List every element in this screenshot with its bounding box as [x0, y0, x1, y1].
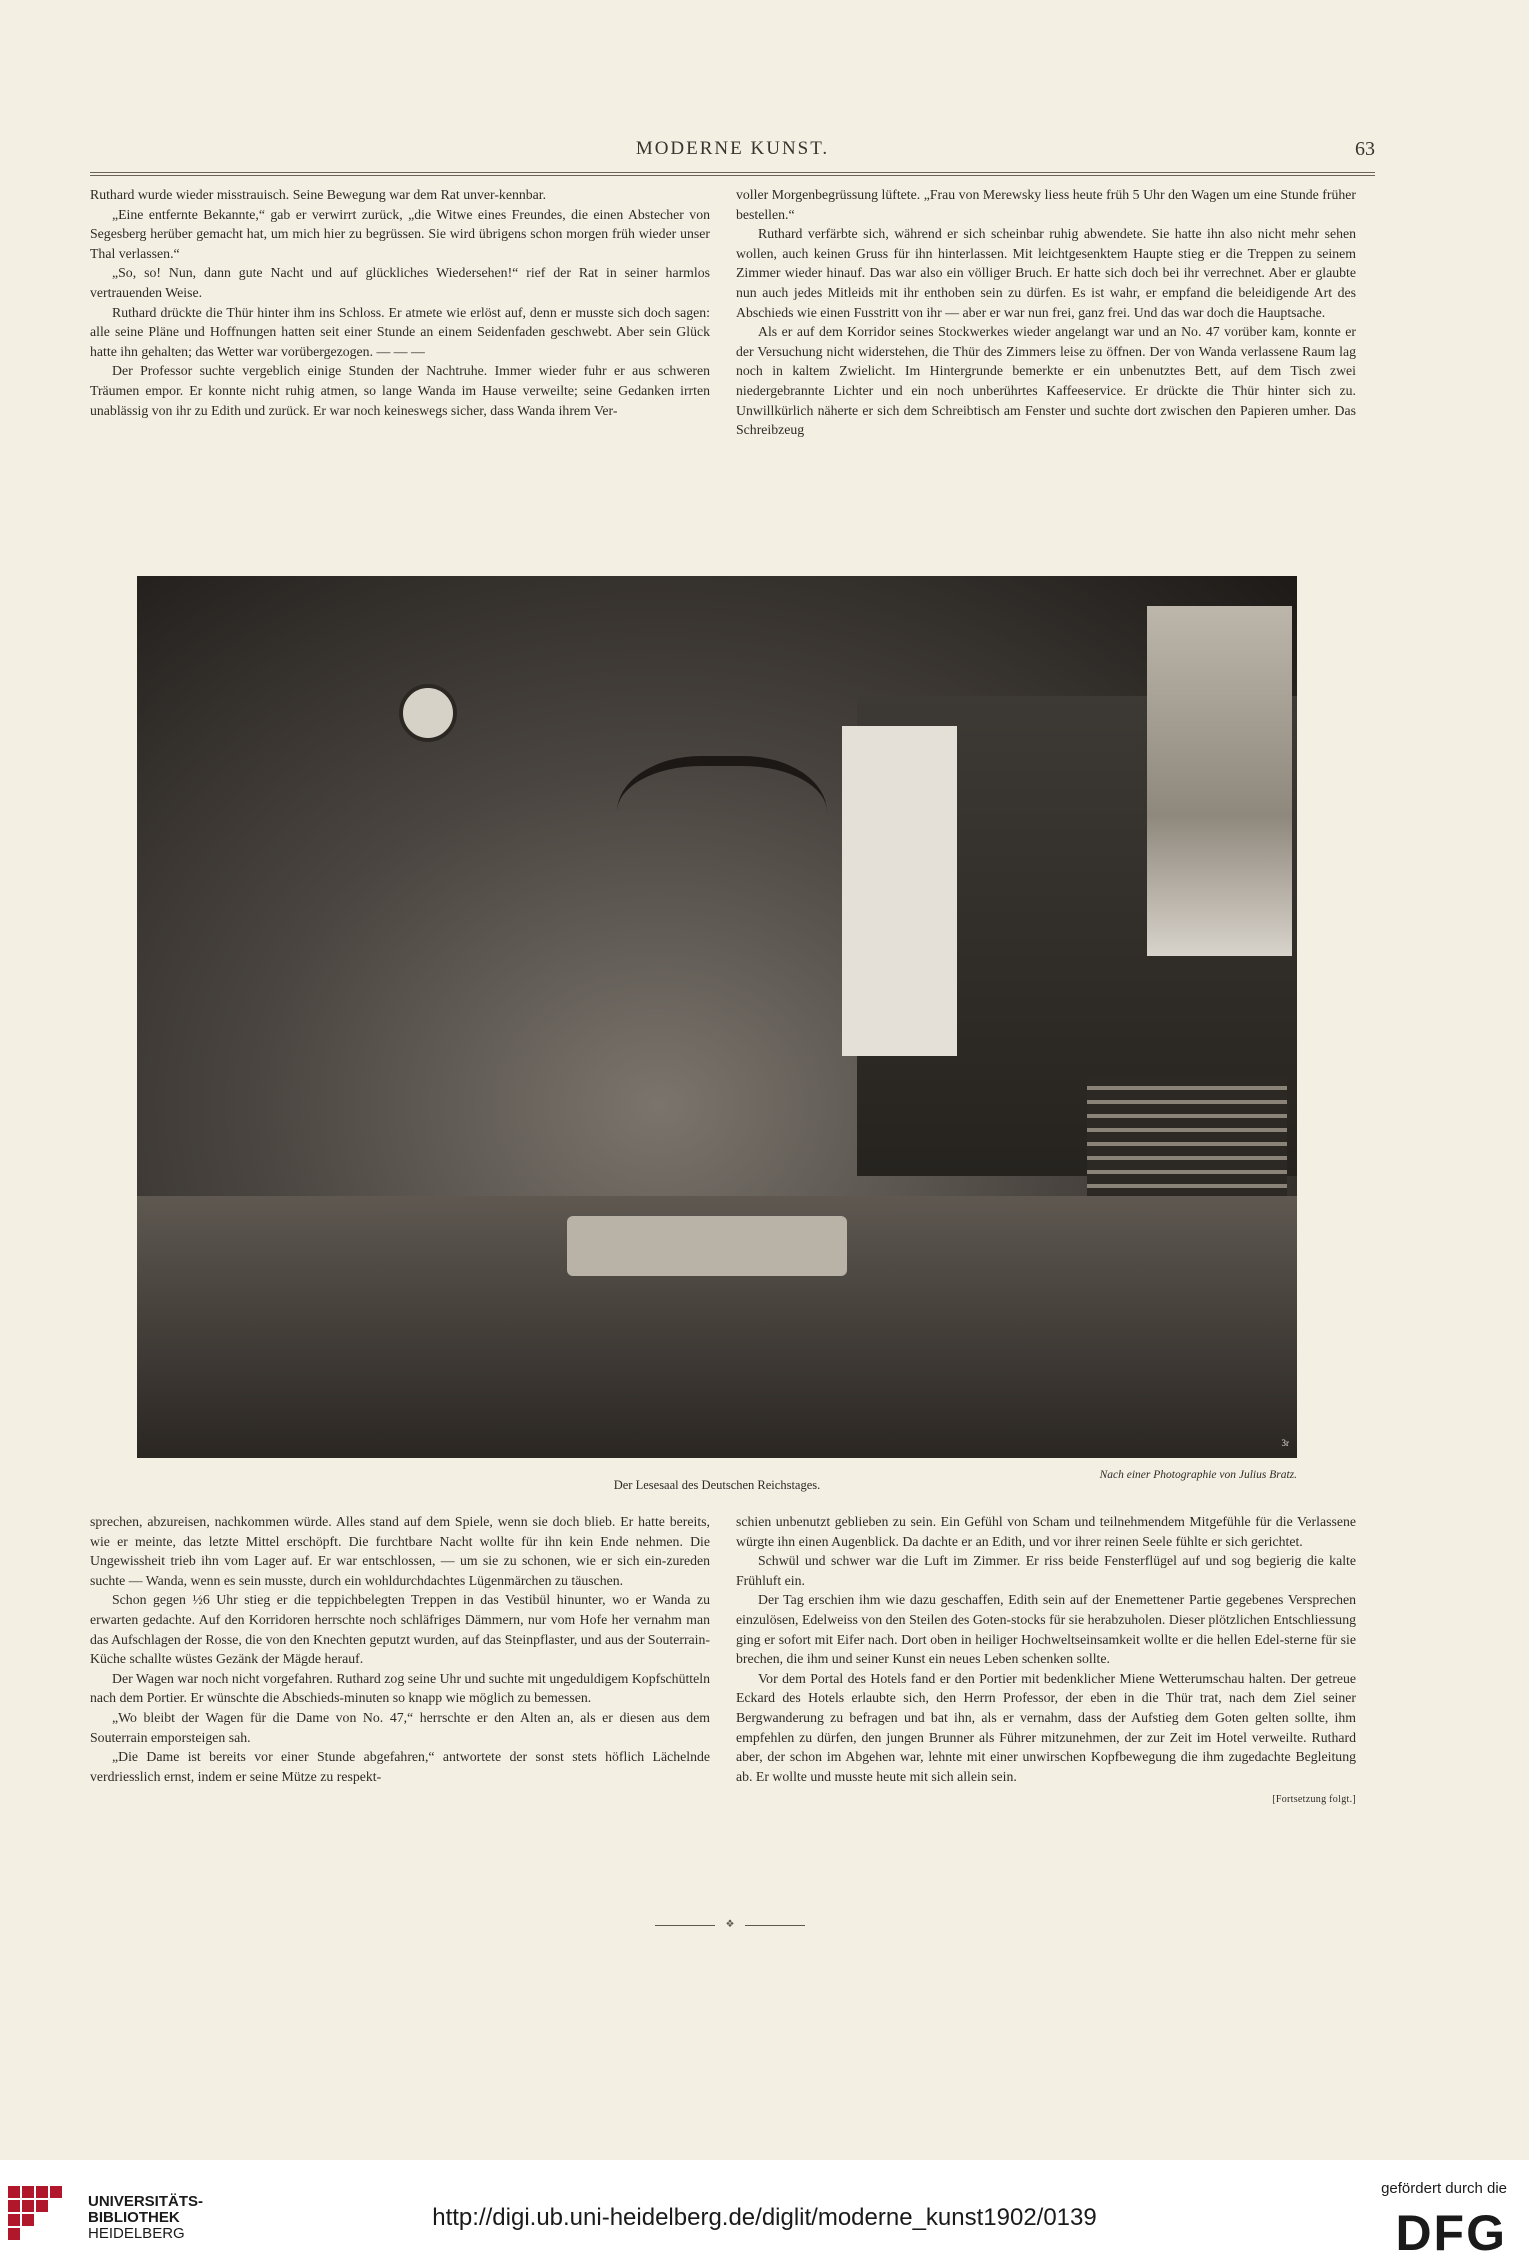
paragraph: „Wo bleibt der Wagen für die Dame von No. 47,“ herrschte er den Alten an, als er diesen aus dem Souterrain emporsteigen sah.: [90, 1709, 710, 1745]
photo-credit: Nach einer Photographie von Julius Bratz.: [1099, 1469, 1297, 1481]
paragraph: „Die Dame ist bereits vor einer Stunde abgefahren,“ antwortete der sonst stets höflich Lächelnde verdriesslich ernst, indem er seine Mütze zu respekt-: [90, 1749, 710, 1784]
library-line-1: UNIVERSITÄTS-: [88, 2193, 204, 2210]
sponsor-text: gefördert durch die: [1381, 2180, 1507, 2197]
permalink-url[interactable]: http://digi.ub.uni-heidelberg.de/diglit/moderne_kunst1902/0139: [432, 2204, 1097, 2231]
left-column-top: [90, 185, 710, 420]
paragraph: Ruthard drückte die Thür hinter ihm ins Schloss. Er atmete wie erlöst auf, denn er musste sich doch sagen: alle seine Pläne und Hoffnungen hatten seit einer Stunde an einem Seidenfaden geschwebt. Aber sein Glück hatte ihn gehalten; das Wetter war vorübergezogen. — — —: [90, 304, 710, 359]
end-ornament: [655, 1920, 805, 1930]
paragraph: Ruthard verfärbte sich, während er sich scheinbar ruhig abwendete. Sie hatte ihn also nicht mehr sehen wollen, auch keinen Gruss für ihn hinterlassen. Mit leichtgesenktem Haupte stieg er die Treppen zu seinem Zimmer wieder hinauf. Das war also ein völliger Bruch. Er hatte sich doch bei ihr verrechnet. Aber er glaubte nun auch jedes Mitleids mit ihr enthoben sein zu dürfen. Es ist wahr, er empfand die beleidigende Art des Abschieds wie einen Fusstritt von ihr — aber er war nun frei, ganz frei. Und das war doch die Hauptsache.: [736, 226, 1356, 320]
ornament-line-left: [655, 1925, 715, 1926]
figure-caption: Der Lesesaal des Deutschen Reichstages.: [613, 1478, 821, 1492]
right-column-bottom: [736, 1512, 1356, 1810]
photo-reading-table: [567, 1216, 847, 1276]
paragraph: voller Morgenbegrüssung lüftete. „Frau von Merewsky liess heute früh 5 Uhr den Wagen um eine Stunde früher bestellen.“: [736, 187, 1356, 222]
paragraph: Als er auf dem Korridor seines Stockwerkes wieder angelangt war und an No. 47 vorüber kam, konnte er der Versuchung nicht widerstehen, die Thür des Zimmers leise zu öffnen. Der von Wanda verlassene Raum lag noch in kaltem Zwielicht. Im Hintergrunde bemerkte er ein unbenutztes Bett, auf dem Tisch zwei niedergebrannte Lichter und ein noch unberührtes Kaffeeservice. Er drückte die Thür hinter sich zu. Unwillkürlich näherte er sich dem Schreibtisch am Fenster und suchte dort zwischen den Papieren umher. Das Schreibzeug: [736, 324, 1356, 438]
header-rule: [90, 172, 1375, 176]
photo-mark: 3r: [1281, 1438, 1289, 1448]
paragraph: „Eine entfernte Bekannte,“ gab er verwirrt zurück, „die Witwe eines Freundes, die einen Abstecher von Segesberg herüber gemacht hat, um mich hier zu begrüssen. Sie wird übrigens schon morgen früh wieder unser Thal verlassen.“: [90, 206, 710, 261]
paragraph: Vor dem Portal des Hotels fand er den Portier mit bedenklicher Miene Wetterumschau halten. Der getreue Eckard des Hotels erlaubte sich, den Herrn Professor, der eben in die Thür trat, nach dem Ziel seiner Bergwanderung zu befragen und bat ihn, als er vernahm, dass der Aufstieg dem Goten gelten sollte, ihm empfehlen zu dürfen, den jungen Brunner als Führer mitzunehmen, der zur Zeit im Hotel verweilte. Ruthard aber, der schon im Abgehen war, lehnte mit einer unwirschen Kopfbewegung die ihm zugedachte Begleitung ab. Er wollte und musste heute mit sich allein sein.: [736, 1670, 1356, 1784]
right-column-top: [736, 185, 1356, 440]
paragraph: Der Professor suchte vergeblich einige Stunden der Nachtruhe. Immer wieder fuhr er aus schweren Träumen empor. Er konnte nicht ruhig atmen, so lange Wanda im Hause verweilte; seine Gedanken irrten unablässig von ihr zu Edith und zurück. Er war noch keineswegs sicher, dass Wanda ihrem Ver-: [90, 363, 710, 418]
paragraph: Der Wagen war noch nicht vorgefahren. Ruthard zog seine Uhr und suchte mit ungeduldigem Kopfschütteln nach dem Portier. Er wünschte die Abschieds-minuten so knapp wie möglich zu bemessen.: [90, 1670, 710, 1706]
journal-title: MODERNE KUNST.: [635, 138, 830, 159]
reading-room-photograph: [137, 576, 1297, 1458]
left-column-bottom: [90, 1512, 710, 1786]
page-number: 63: [1355, 138, 1375, 160]
photo-painting: [1147, 606, 1292, 956]
paragraph: Schwül und schwer war die Luft im Zimmer. Er riss beide Fensterflügel auf und sog begierig die kalte Frühluft ein.: [736, 1553, 1356, 1588]
library-line-2: BIBLIOTHEK: [88, 2209, 180, 2226]
dfg-logo: DFG: [1395, 2205, 1507, 2261]
paragraph: Der Tag erschien ihm wie dazu geschaffen, Edith sein auf der Enemettener Partie gegebenes Versprechen einzulösen, Edelweiss von den Steilen des Goten-stocks für sie herabzuholen. Dieser plötzlichen Entschliessung ging er sofort mit Eifer nach. Dort oben in heiliger Hochweltseinsamkeit wollte er die hellen Edel-sterne für sie brechen, die ihm und seiner Kunst ein neues Leben schenken sollte.: [736, 1592, 1356, 1667]
ornament-center: ❖: [725, 1919, 735, 1930]
library-line-3: HEIDELBERG: [88, 2225, 185, 2242]
continued-note: [Fortsetzung folgt.]: [1272, 1794, 1356, 1806]
photo-chandelier: [617, 756, 827, 896]
paragraph: sprechen, abzureisen, nachkommen würde. Alles stand auf dem Spiele, wenn sie doch blieb. Er hatte bereits, wie er meinte, das letzte Mittel erschöpft. Die furchtbare Nacht wollte für ihn kein Ende nehmen. Die Ungewissheit trieb ihn vom Lager auf. Er war entschlossen, — um sie zu schonen, wie er sich ein-zureden suchte — Wanda, wenn es sein musste, durch ein wohldurchdachtes Lügenmärchen zu täuschen.: [90, 1514, 710, 1588]
paragraph: Ruthard wurde wieder misstrauisch. Seine Bewegung war dem Rat unver-kennbar.: [90, 187, 547, 202]
page-header: [90, 138, 1375, 168]
paragraph: „So, so! Nun, dann gute Nacht und auf glückliches Wiedersehen!“ rief der Rat in seiner harmlos vertrauenden Weise.: [90, 265, 710, 300]
photo-clock: [399, 684, 457, 742]
paragraph: Schon gegen ½6 Uhr stieg er die teppichbelegten Treppen in das Vestibül hinunter, wo er Wanda zu erwarten gedachte. Auf den Korridoren herrschte noch schläfriges Dämmern, nur vom Hofe her vernahm man das Aufschlagen der Rosse, die von den Knechten geputzt wurden, auf das Steinpflaster, und aus der Souterrain-Küche schallte wüstes Gezänk der Mägde herauf.: [90, 1592, 710, 1667]
ornament-line-right: [745, 1925, 805, 1926]
paragraph: schien unbenutzt geblieben zu sein. Ein Gefühl von Scham und teilnehmendem Mitgefühle für die Verlassene würgte ihn einen Augenblick. Da dachte er an Edith, und vor ihrer reinen Seele fühlte er sich gerichtet.: [736, 1514, 1356, 1549]
photo-panel: [842, 726, 957, 1056]
